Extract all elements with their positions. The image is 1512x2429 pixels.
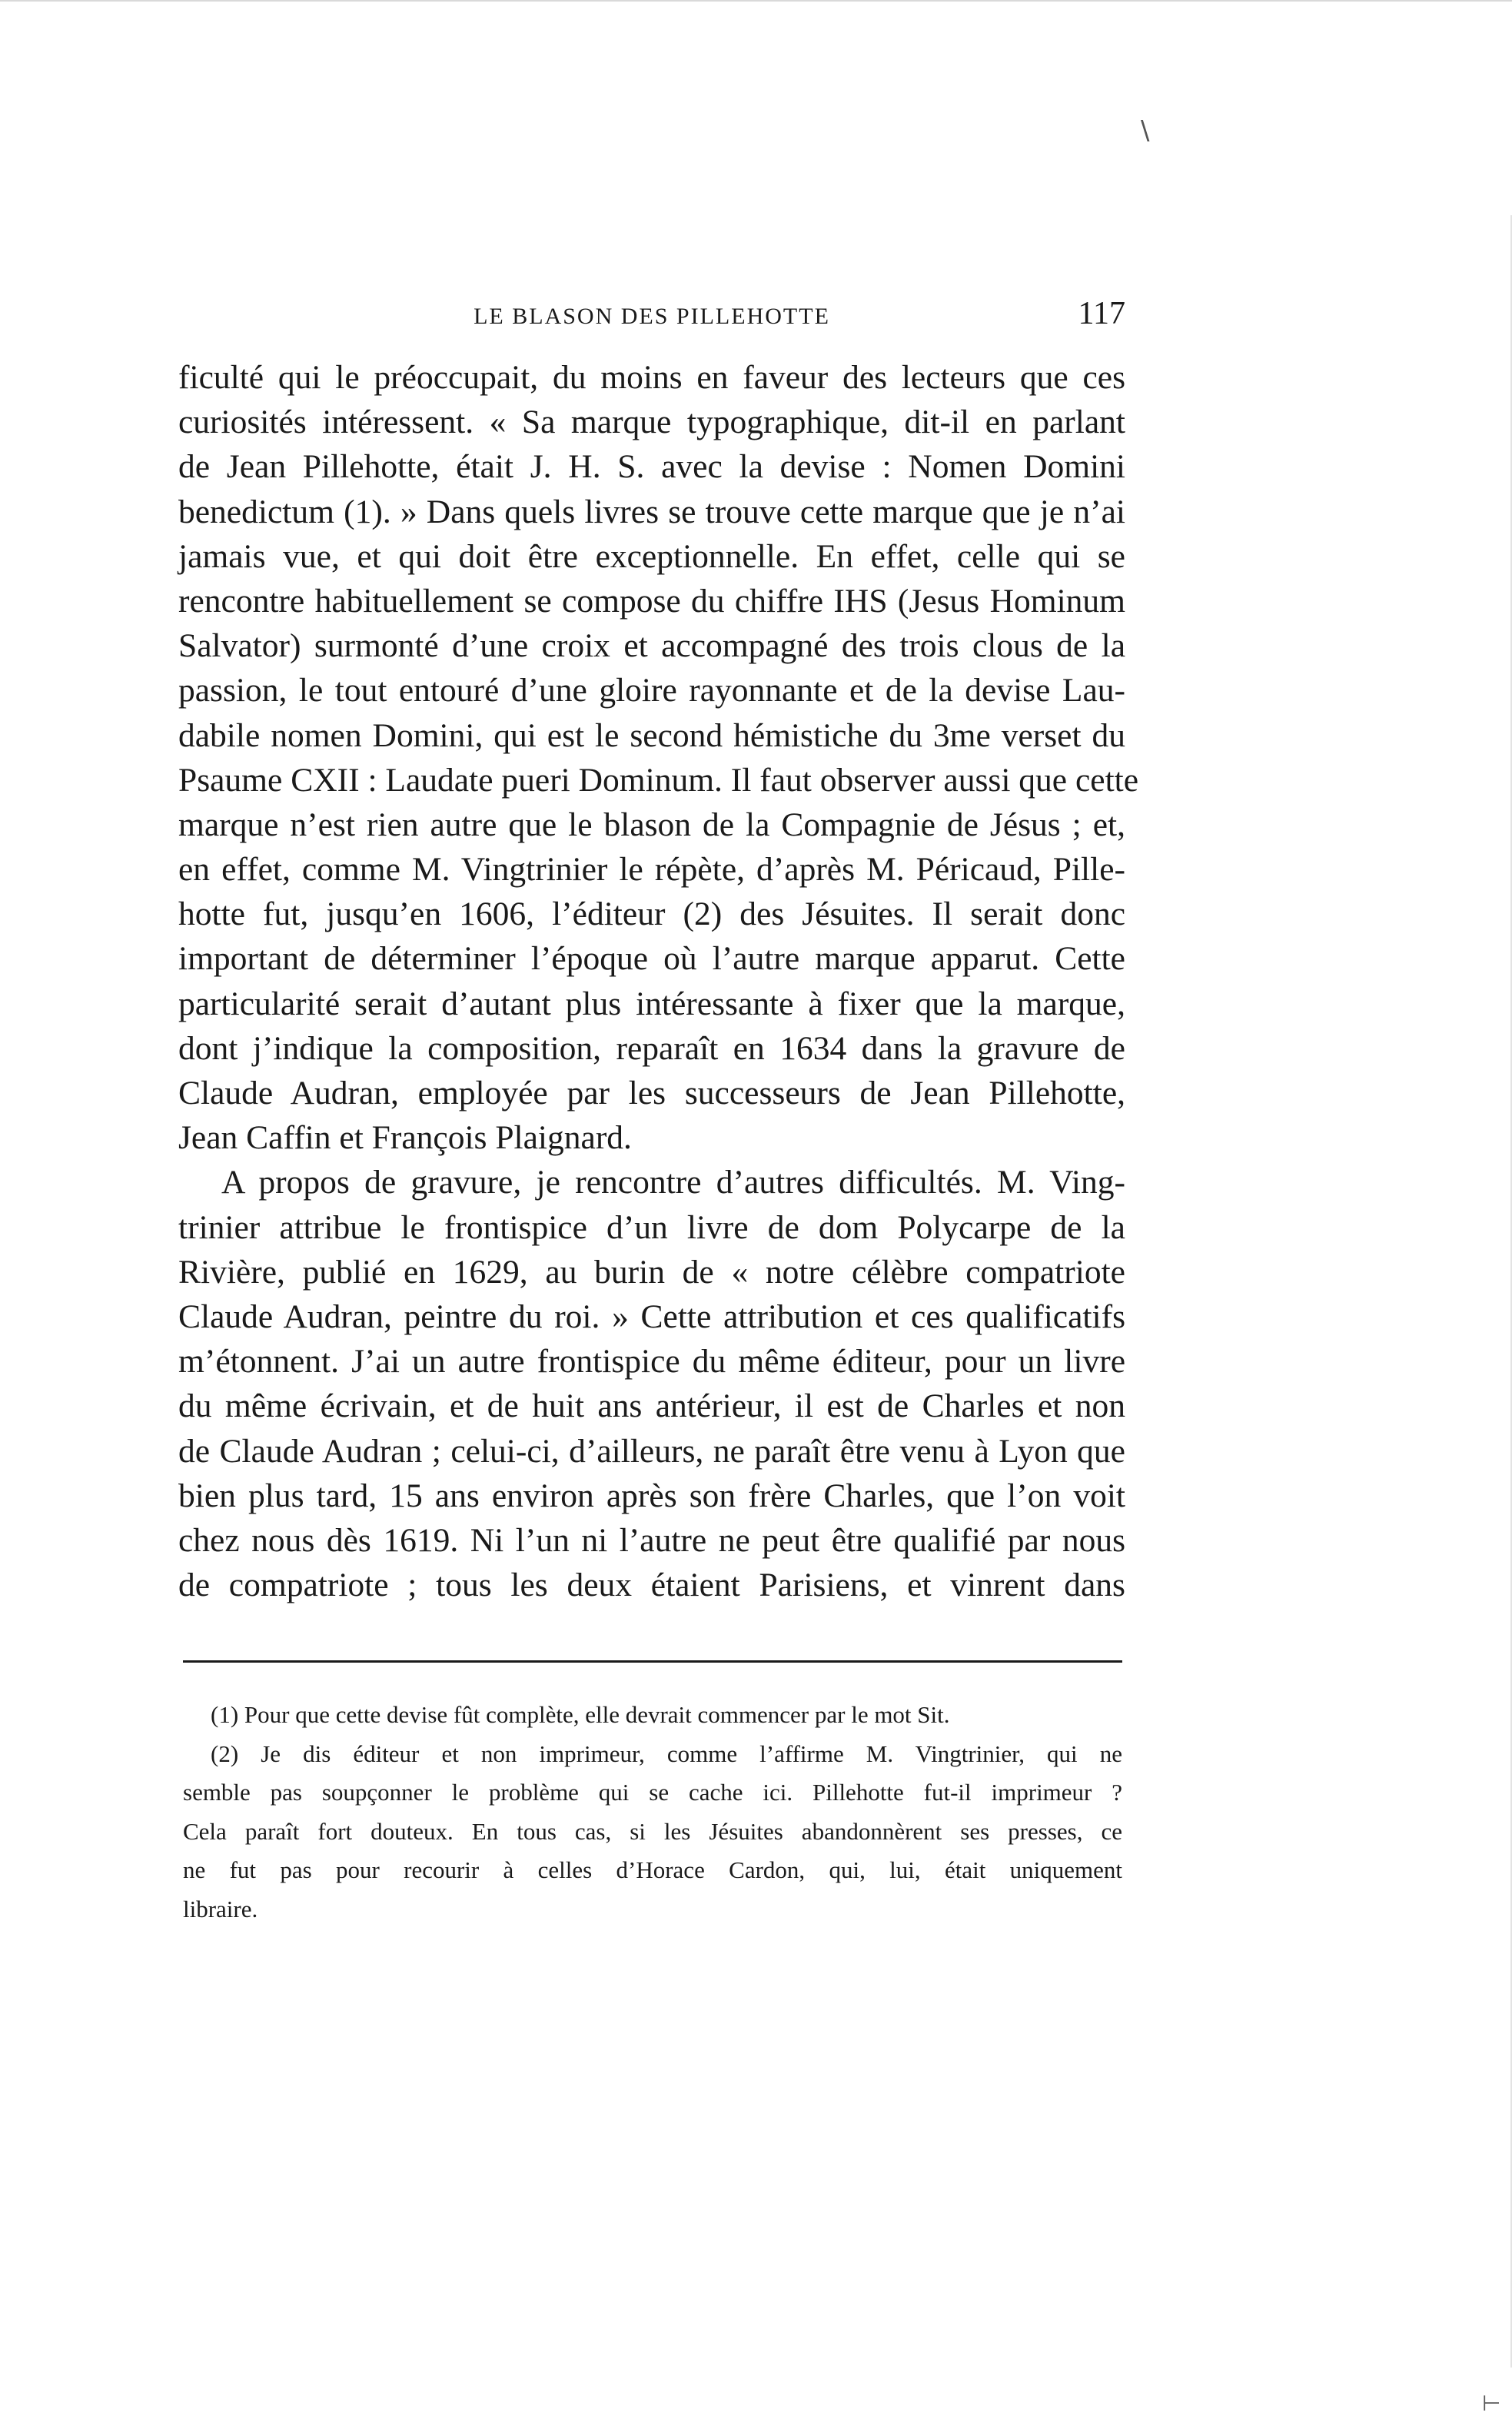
running-head: [178, 298, 1125, 335]
text-line: du même écrivain, et de huit ans antérieur, il est de Charles et non: [178, 1387, 1125, 1425]
footnote-line: ne fut pas pour recourir à celles d’Horace Cardon, qui, lui, était uniquement: [183, 1856, 1122, 1883]
text-line: de Jean Pillehotte, était J. H. S. avec la devise : Nomen Domini: [178, 448, 1125, 486]
running-title: LE BLASON DES PILLEHOTTE: [474, 304, 830, 329]
text-line: Claude Audran, peintre du roi. » Cette attribution et ces qualificatifs: [178, 1298, 1125, 1335]
text-line: jamais vue, et qui doit être exceptionnelle. En effet, celle qui se: [178, 537, 1125, 575]
footnote-line: semble pas soupçonner le problème qui se cache ici. Pillehotte fut-il imprimeur ?: [183, 1779, 1122, 1806]
footnote-line: Cela paraît fort douteux. En tous cas, si les Jésuites abandonnèrent ses presses, ce: [183, 1817, 1122, 1845]
text-line: de Claude Audran ; celui-ci, d’ailleurs, ne paraît être venu à Lyon que: [178, 1432, 1125, 1470]
text-line: benedictum (1). » Dans quels livres se trouve cette marque que je n’ai: [178, 493, 1125, 530]
page-number: 117: [1078, 296, 1125, 331]
main-text: [178, 355, 1139, 1607]
text-line: passion, le tout entouré d’une gloire rayonnante et de la devise Lau-: [178, 672, 1125, 709]
footnote-line: (1) Pour que cette devise fût complète, elle devrait commencer par le mot Sit.: [211, 1701, 950, 1728]
text-line: chez nous dès 1619. Ni l’un ni l’autre ne peut être qualifié par nous: [178, 1521, 1125, 1559]
text-line: rencontre habituellement se compose du chiffre IHS (Jesus Hominum: [178, 582, 1125, 620]
scan-top-border: [0, 0, 1512, 5]
text-line: Rivière, publié en 1629, au burin de « notre célèbre compatriote: [178, 1253, 1125, 1291]
text-line: Jean Caffin et François Plaignard.: [178, 1119, 632, 1157]
text-line: en effet, comme M. Vingtrinier le répète, d’après M. Péricaud, Pille-: [178, 851, 1125, 889]
text-line: Psaume CXII : Laudate pueri Dominum. Il faut observer aussi que cette: [178, 761, 1139, 799]
text-line: bien plus tard, 15 ans environ après son frère Charles, que l’on voit: [178, 1477, 1125, 1514]
stray-mark-bottom: ⊢: [1482, 2391, 1501, 2416]
footnote-line: (2) Je dis éditeur et non imprimeur, comme l’affirme M. Vingtrinier, qui ne: [211, 1740, 1122, 1767]
text-line: particularité serait d’autant plus intéressante à fixer que la marque,: [178, 985, 1125, 1022]
text-line: A propos de gravure, je rencontre d’autres difficultés. M. Ving-: [221, 1164, 1125, 1201]
text-line: hotte fut, jusqu’en 1606, l’éditeur (2) des Jésuites. Il serait donc: [178, 896, 1125, 933]
text-line: Claude Audran, employée par les successeurs de Jean Pillehotte,: [178, 1075, 1125, 1111]
text-line: marque n’est rien autre que le blason de la Compagnie de Jésus ; et,: [178, 806, 1125, 843]
stray-mark-top: \: [1141, 115, 1150, 146]
footnote-divider: [183, 1660, 1122, 1663]
footnote-line: libraire.: [183, 1895, 258, 1922]
text-line: ficulté qui le préoccupait, du moins en faveur des lecteurs que ces: [178, 359, 1125, 396]
text-line: curiosités intéressent. « Sa marque typographique, dit-il en parlant: [178, 404, 1125, 441]
text-line: trinier attribue le frontispice d’un livre de dom Polycarpe de la: [178, 1208, 1125, 1246]
text-line: de compatriote ; tous les deux étaient Parisiens, et vinrent dans: [178, 1567, 1125, 1604]
footnotes: [183, 1696, 1122, 1929]
text-line: dont j’indique la composition, reparaît en 1634 dans la gravure de: [178, 1029, 1125, 1067]
text-line: Salvator) surmonté d’une croix et accompagné des trois clous de la: [178, 627, 1125, 665]
text-line: m’étonnent. J’ai un autre frontispice du même éditeur, pour un livre: [178, 1343, 1125, 1381]
text-line: important de déterminer l’époque où l’autre marque apparut. Cette: [178, 940, 1125, 978]
text-line: dabile nomen Domini, qui est le second hémistiche du 3me verset du: [178, 716, 1125, 754]
